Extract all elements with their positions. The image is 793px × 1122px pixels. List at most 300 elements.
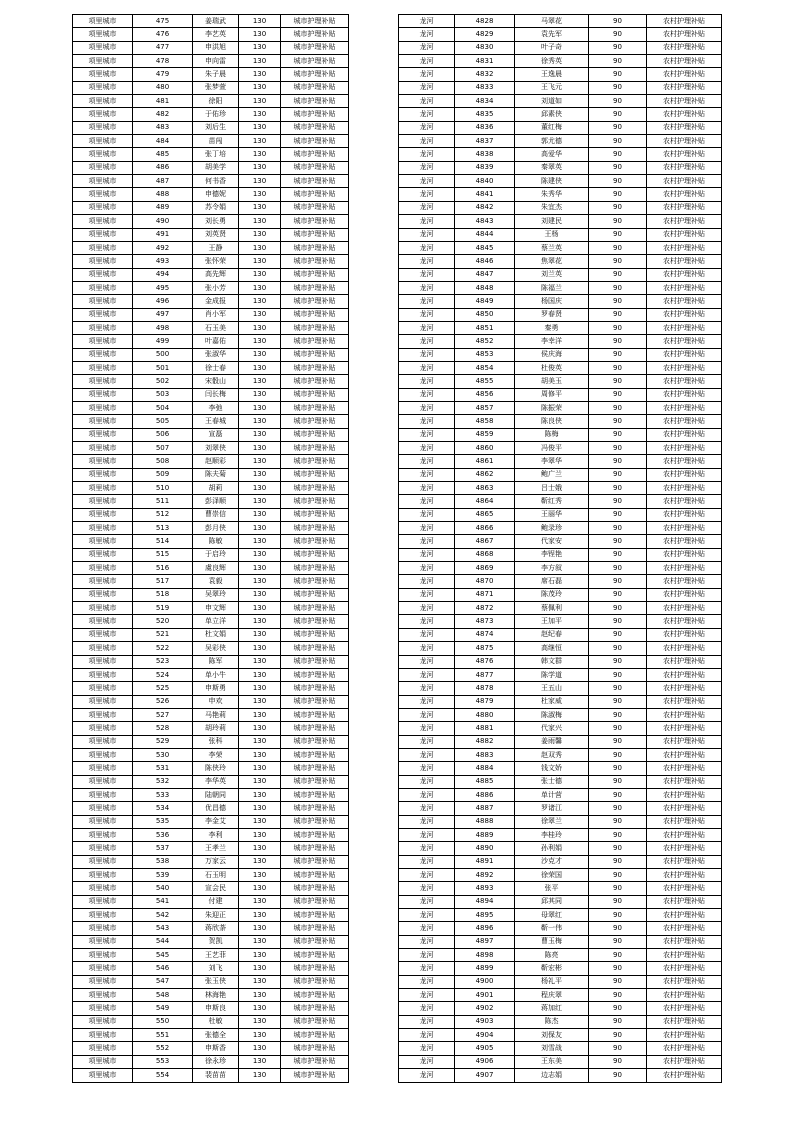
- subsidy-type-cell: 农村护理补贴: [647, 108, 722, 121]
- name-cell: 曹崇信: [193, 508, 239, 521]
- amount-cell: 90: [589, 255, 647, 268]
- table-row: [399, 348, 722, 361]
- district-cell: 项里城市: [73, 708, 133, 721]
- amount-cell: 130: [239, 1015, 281, 1028]
- subsidy-type-cell: 农村护理补贴: [647, 81, 722, 94]
- name-cell: 张淑华: [193, 348, 239, 361]
- amount-cell: 90: [589, 748, 647, 761]
- amount-cell: 130: [239, 1069, 281, 1082]
- table-row: [399, 241, 722, 254]
- district-cell: 龙河: [399, 335, 455, 348]
- table-row: [399, 121, 722, 134]
- district-cell: 龙河: [399, 815, 455, 828]
- district-cell: 龙河: [399, 308, 455, 321]
- amount-cell: 90: [589, 935, 647, 948]
- district-cell: 项里城市: [73, 68, 133, 81]
- amount-cell: 90: [589, 161, 647, 174]
- subsidy-type-cell: 城市护理补贴: [281, 55, 349, 68]
- name-cell: 靳红秀: [515, 495, 589, 508]
- serial-cell: 4831: [455, 55, 515, 68]
- table-row: [73, 535, 349, 548]
- table-row: [399, 468, 722, 481]
- serial-cell: 4906: [455, 1055, 515, 1068]
- table-row: [399, 1069, 722, 1082]
- district-cell: 龙河: [399, 41, 455, 54]
- name-cell: 彭泽顺: [193, 495, 239, 508]
- right-subsidy-table: [398, 14, 722, 1083]
- amount-cell: 90: [589, 588, 647, 601]
- name-cell: 赵双秀: [515, 748, 589, 761]
- name-cell: 徐永珍: [193, 1055, 239, 1068]
- table-row: [73, 495, 349, 508]
- amount-cell: 130: [239, 522, 281, 535]
- amount-cell: 130: [239, 855, 281, 868]
- amount-cell: 130: [239, 762, 281, 775]
- district-cell: 项里城市: [73, 562, 133, 575]
- table-row: [73, 15, 349, 28]
- subsidy-type-cell: 农村护理补贴: [647, 682, 722, 695]
- serial-cell: 4840: [455, 175, 515, 188]
- subsidy-type-cell: 城市护理补贴: [281, 815, 349, 828]
- subsidy-type-cell: 农村护理补贴: [647, 869, 722, 882]
- serial-cell: 4847: [455, 268, 515, 281]
- table-row: [73, 321, 349, 334]
- amount-cell: 90: [589, 655, 647, 668]
- subsidy-type-cell: 农村护理补贴: [647, 1015, 722, 1028]
- serial-cell: 4832: [455, 68, 515, 81]
- amount-cell: 90: [589, 281, 647, 294]
- table-row: [399, 708, 722, 721]
- serial-cell: 4838: [455, 148, 515, 161]
- district-cell: 项里城市: [73, 722, 133, 735]
- serial-cell: 4898: [455, 949, 515, 962]
- table-row: [73, 28, 349, 41]
- serial-cell: 538: [133, 855, 193, 868]
- district-cell: 项里城市: [73, 615, 133, 628]
- amount-cell: 90: [589, 201, 647, 214]
- subsidy-type-cell: 城市护理补贴: [281, 828, 349, 841]
- district-cell: 龙河: [399, 735, 455, 748]
- subsidy-type-cell: 农村护理补贴: [647, 802, 722, 815]
- serial-cell: 4891: [455, 855, 515, 868]
- amount-cell: 130: [239, 655, 281, 668]
- name-cell: 陈敏: [193, 535, 239, 548]
- name-cell: 王加平: [515, 615, 589, 628]
- district-cell: 项里城市: [73, 575, 133, 588]
- serial-cell: 551: [133, 1029, 193, 1042]
- table-row: [399, 255, 722, 268]
- table-row: [399, 748, 722, 761]
- name-cell: 胡美学: [193, 161, 239, 174]
- serial-cell: 4893: [455, 882, 515, 895]
- serial-cell: 508: [133, 455, 193, 468]
- serial-cell: 533: [133, 788, 193, 801]
- amount-cell: 130: [239, 121, 281, 134]
- subsidy-type-cell: 城市护理补贴: [281, 722, 349, 735]
- district-cell: 龙河: [399, 909, 455, 922]
- district-cell: 龙河: [399, 695, 455, 708]
- serial-cell: 4864: [455, 495, 515, 508]
- serial-cell: 545: [133, 949, 193, 962]
- subsidy-type-cell: 农村护理补贴: [647, 1055, 722, 1068]
- amount-cell: 130: [239, 682, 281, 695]
- table-row: [399, 415, 722, 428]
- table-row: [399, 135, 722, 148]
- serial-cell: 505: [133, 415, 193, 428]
- district-cell: 龙河: [399, 388, 455, 401]
- table-row: [399, 935, 722, 948]
- subsidy-type-cell: 农村护理补贴: [647, 482, 722, 495]
- name-cell: 单立洋: [193, 615, 239, 628]
- serial-cell: 4842: [455, 201, 515, 214]
- serial-cell: 476: [133, 28, 193, 41]
- district-cell: 项里城市: [73, 815, 133, 828]
- district-cell: 项里城市: [73, 188, 133, 201]
- subsidy-type-cell: 城市护理补贴: [281, 1042, 349, 1055]
- district-cell: 龙河: [399, 922, 455, 935]
- amount-cell: 130: [239, 295, 281, 308]
- district-cell: 龙河: [399, 375, 455, 388]
- district-cell: 项里城市: [73, 442, 133, 455]
- amount-cell: 90: [589, 175, 647, 188]
- name-cell: 边志娟: [515, 1069, 589, 1082]
- name-cell: 陈福兰: [515, 281, 589, 294]
- subsidy-type-cell: 城市护理补贴: [281, 228, 349, 241]
- name-cell: 蔡兰英: [515, 241, 589, 254]
- name-cell: 郭尤德: [515, 135, 589, 148]
- table-row: [399, 281, 722, 294]
- district-cell: 项里城市: [73, 828, 133, 841]
- name-cell: 林海艳: [193, 989, 239, 1002]
- name-cell: 刘兰英: [515, 268, 589, 281]
- amount-cell: 90: [589, 228, 647, 241]
- district-cell: 龙河: [399, 268, 455, 281]
- amount-cell: 90: [589, 135, 647, 148]
- subsidy-type-cell: 城市护理补贴: [281, 295, 349, 308]
- name-cell: 钱文娇: [515, 762, 589, 775]
- name-cell: 朱迎正: [193, 909, 239, 922]
- amount-cell: 130: [239, 642, 281, 655]
- table-row: [73, 708, 349, 721]
- name-cell: 杜家威: [515, 695, 589, 708]
- subsidy-type-cell: 农村护理补贴: [647, 615, 722, 628]
- serial-cell: 4830: [455, 41, 515, 54]
- subsidy-type-cell: 城市护理补贴: [281, 81, 349, 94]
- amount-cell: 90: [589, 215, 647, 228]
- serial-cell: 4861: [455, 455, 515, 468]
- subsidy-type-cell: 农村护理补贴: [647, 1029, 722, 1042]
- serial-cell: 4882: [455, 735, 515, 748]
- amount-cell: 90: [589, 95, 647, 108]
- district-cell: 项里城市: [73, 909, 133, 922]
- name-cell: 申欢: [193, 695, 239, 708]
- name-cell: 闫长梅: [193, 388, 239, 401]
- serial-cell: 540: [133, 882, 193, 895]
- amount-cell: 130: [239, 588, 281, 601]
- name-cell: 杜敏: [193, 1015, 239, 1028]
- subsidy-type-cell: 城市护理补贴: [281, 268, 349, 281]
- district-cell: 项里城市: [73, 1015, 133, 1028]
- district-cell: 龙河: [399, 975, 455, 988]
- table-row: [73, 628, 349, 641]
- district-cell: 龙河: [399, 281, 455, 294]
- name-cell: 李桂玲: [515, 828, 589, 841]
- name-cell: 金成报: [193, 295, 239, 308]
- subsidy-type-cell: 城市护理补贴: [281, 535, 349, 548]
- district-cell: 龙河: [399, 201, 455, 214]
- district-cell: 龙河: [399, 535, 455, 548]
- district-cell: 项里城市: [73, 935, 133, 948]
- serial-cell: 4867: [455, 535, 515, 548]
- table-row: [73, 802, 349, 815]
- district-cell: 龙河: [399, 575, 455, 588]
- subsidy-type-cell: 农村护理补贴: [647, 455, 722, 468]
- name-cell: 胡美玉: [515, 375, 589, 388]
- serial-cell: 4843: [455, 215, 515, 228]
- table-row: [399, 188, 722, 201]
- table-row: [399, 228, 722, 241]
- name-cell: 王杨: [515, 228, 589, 241]
- district-cell: 项里城市: [73, 295, 133, 308]
- serial-cell: 487: [133, 175, 193, 188]
- amount-cell: 90: [589, 562, 647, 575]
- amount-cell: 90: [589, 895, 647, 908]
- serial-cell: 486: [133, 161, 193, 174]
- district-cell: 龙河: [399, 708, 455, 721]
- table-row: [399, 1015, 722, 1028]
- district-cell: 项里城市: [73, 1029, 133, 1042]
- amount-cell: 90: [589, 668, 647, 681]
- amount-cell: 130: [239, 602, 281, 615]
- serial-cell: 527: [133, 708, 193, 721]
- subsidy-type-cell: 农村护理补贴: [647, 895, 722, 908]
- district-cell: 龙河: [399, 148, 455, 161]
- serial-cell: 4879: [455, 695, 515, 708]
- name-cell: 陈杰: [515, 1015, 589, 1028]
- name-cell: 蔡佩利: [515, 602, 589, 615]
- name-cell: 宋骰山: [193, 375, 239, 388]
- amount-cell: 90: [589, 975, 647, 988]
- table-row: [399, 562, 722, 575]
- table-row: [399, 962, 722, 975]
- name-cell: 周修平: [515, 388, 589, 401]
- name-cell: 徐士春: [193, 361, 239, 374]
- table-row: [399, 895, 722, 908]
- amount-cell: 90: [589, 308, 647, 321]
- district-cell: 龙河: [399, 522, 455, 535]
- subsidy-type-cell: 农村护理补贴: [647, 1042, 722, 1055]
- subsidy-type-cell: 农村护理补贴: [647, 308, 722, 321]
- table-row: [399, 655, 722, 668]
- serial-cell: 498: [133, 321, 193, 334]
- table-row: [73, 215, 349, 228]
- table-row: [73, 121, 349, 134]
- table-row: [73, 522, 349, 535]
- amount-cell: 130: [239, 975, 281, 988]
- serial-cell: 4885: [455, 775, 515, 788]
- district-cell: 龙河: [399, 455, 455, 468]
- serial-cell: 543: [133, 922, 193, 935]
- name-cell: 刘飞: [193, 962, 239, 975]
- name-cell: 韩文群: [515, 655, 589, 668]
- table-row: [73, 241, 349, 254]
- subsidy-type-cell: 农村护理补贴: [647, 722, 722, 735]
- subsidy-type-cell: 城市护理补贴: [281, 775, 349, 788]
- name-cell: 代家兴: [515, 722, 589, 735]
- table-row: [73, 201, 349, 214]
- amount-cell: 130: [239, 321, 281, 334]
- district-cell: 项里城市: [73, 962, 133, 975]
- amount-cell: 90: [589, 415, 647, 428]
- table-row: [399, 28, 722, 41]
- name-cell: 苏令娟: [193, 201, 239, 214]
- subsidy-type-cell: 农村护理补贴: [647, 949, 722, 962]
- subsidy-type-cell: 农村护理补贴: [647, 95, 722, 108]
- amount-cell: 90: [589, 15, 647, 28]
- amount-cell: 90: [589, 1069, 647, 1082]
- amount-cell: 90: [589, 295, 647, 308]
- subsidy-type-cell: 城市护理补贴: [281, 108, 349, 121]
- district-cell: 项里城市: [73, 201, 133, 214]
- amount-cell: 130: [239, 388, 281, 401]
- name-cell: 吴翠玲: [193, 588, 239, 601]
- serial-cell: 4870: [455, 575, 515, 588]
- amount-cell: 130: [239, 802, 281, 815]
- subsidy-type-cell: 城市护理补贴: [281, 668, 349, 681]
- amount-cell: 90: [589, 361, 647, 374]
- table-row: [73, 949, 349, 962]
- table-row: [73, 175, 349, 188]
- amount-cell: 90: [589, 815, 647, 828]
- district-cell: 项里城市: [73, 55, 133, 68]
- district-cell: 龙河: [399, 348, 455, 361]
- subsidy-type-cell: 城市护理补贴: [281, 28, 349, 41]
- table-row: [399, 81, 722, 94]
- name-cell: 张丁培: [193, 148, 239, 161]
- amount-cell: 90: [589, 708, 647, 721]
- amount-cell: 130: [239, 375, 281, 388]
- name-cell: 徐秀英: [515, 55, 589, 68]
- subsidy-type-cell: 农村护理补贴: [647, 135, 722, 148]
- table-row: [73, 388, 349, 401]
- district-cell: 龙河: [399, 962, 455, 975]
- table-row: [399, 175, 722, 188]
- table-row: [399, 1029, 722, 1042]
- table-row: [399, 735, 722, 748]
- district-cell: 龙河: [399, 1055, 455, 1068]
- subsidy-type-cell: 城市护理补贴: [281, 588, 349, 601]
- name-cell: 张平: [515, 882, 589, 895]
- subsidy-type-cell: 城市护理补贴: [281, 602, 349, 615]
- left-subsidy-table: [72, 14, 349, 1083]
- name-cell: 刘英贤: [193, 228, 239, 241]
- amount-cell: 130: [239, 455, 281, 468]
- subsidy-type-cell: 城市护理补贴: [281, 869, 349, 882]
- table-row: [73, 1042, 349, 1055]
- district-cell: 项里城市: [73, 949, 133, 962]
- district-cell: 项里城市: [73, 762, 133, 775]
- serial-cell: 501: [133, 361, 193, 374]
- serial-cell: 554: [133, 1069, 193, 1082]
- subsidy-type-cell: 城市护理补贴: [281, 201, 349, 214]
- table-row: [73, 148, 349, 161]
- district-cell: 项里城市: [73, 81, 133, 94]
- subsidy-type-cell: 城市护理补贴: [281, 655, 349, 668]
- district-cell: 项里城市: [73, 308, 133, 321]
- district-cell: 龙河: [399, 295, 455, 308]
- district-cell: 龙河: [399, 642, 455, 655]
- name-cell: 赵纪春: [515, 628, 589, 641]
- name-cell: 徐阳: [193, 95, 239, 108]
- serial-cell: 542: [133, 909, 193, 922]
- amount-cell: 130: [239, 95, 281, 108]
- amount-cell: 130: [239, 81, 281, 94]
- district-cell: 项里城市: [73, 695, 133, 708]
- district-cell: 项里城市: [73, 401, 133, 414]
- district-cell: 项里城市: [73, 28, 133, 41]
- serial-cell: 488: [133, 188, 193, 201]
- subsidy-type-cell: 城市护理补贴: [281, 255, 349, 268]
- serial-cell: 537: [133, 842, 193, 855]
- name-cell: 鲍录珍: [515, 522, 589, 535]
- amount-cell: 90: [589, 522, 647, 535]
- name-cell: 陈良侠: [515, 415, 589, 428]
- subsidy-type-cell: 城市护理补贴: [281, 495, 349, 508]
- table-row: [399, 215, 722, 228]
- table-row: [73, 1002, 349, 1015]
- table-row: [73, 468, 349, 481]
- serial-cell: 4858: [455, 415, 515, 428]
- amount-cell: 130: [239, 201, 281, 214]
- district-cell: 项里城市: [73, 682, 133, 695]
- amount-cell: 130: [239, 161, 281, 174]
- amount-cell: 130: [239, 922, 281, 935]
- table-row: [73, 335, 349, 348]
- subsidy-type-cell: 城市护理补贴: [281, 708, 349, 721]
- serial-cell: 4828: [455, 15, 515, 28]
- name-cell: 胡玲莉: [193, 722, 239, 735]
- district-cell: 龙河: [399, 682, 455, 695]
- subsidy-type-cell: 城市护理补贴: [281, 882, 349, 895]
- serial-cell: 494: [133, 268, 193, 281]
- name-cell: 万家云: [193, 855, 239, 868]
- table-row: [399, 1042, 722, 1055]
- name-cell: 杜文娟: [193, 628, 239, 641]
- district-cell: 龙河: [399, 869, 455, 882]
- serial-cell: 547: [133, 975, 193, 988]
- serial-cell: 4892: [455, 869, 515, 882]
- district-cell: 龙河: [399, 28, 455, 41]
- amount-cell: 130: [239, 668, 281, 681]
- district-cell: 龙河: [399, 548, 455, 561]
- name-cell: 何书香: [193, 175, 239, 188]
- serial-cell: 4869: [455, 562, 515, 575]
- subsidy-type-cell: 农村护理补贴: [647, 989, 722, 1002]
- subsidy-type-cell: 城市护理补贴: [281, 855, 349, 868]
- table-row: [73, 842, 349, 855]
- name-cell: 陆朝同: [193, 788, 239, 801]
- name-cell: 李方叙: [515, 562, 589, 575]
- district-cell: 项里城市: [73, 482, 133, 495]
- name-cell: 程庆翠: [515, 989, 589, 1002]
- serial-cell: 4851: [455, 321, 515, 334]
- serial-cell: 4834: [455, 95, 515, 108]
- amount-cell: 130: [239, 1042, 281, 1055]
- district-cell: 项里城市: [73, 388, 133, 401]
- table-row: [73, 108, 349, 121]
- name-cell: 苗闯: [193, 135, 239, 148]
- name-cell: 陈建侠: [515, 175, 589, 188]
